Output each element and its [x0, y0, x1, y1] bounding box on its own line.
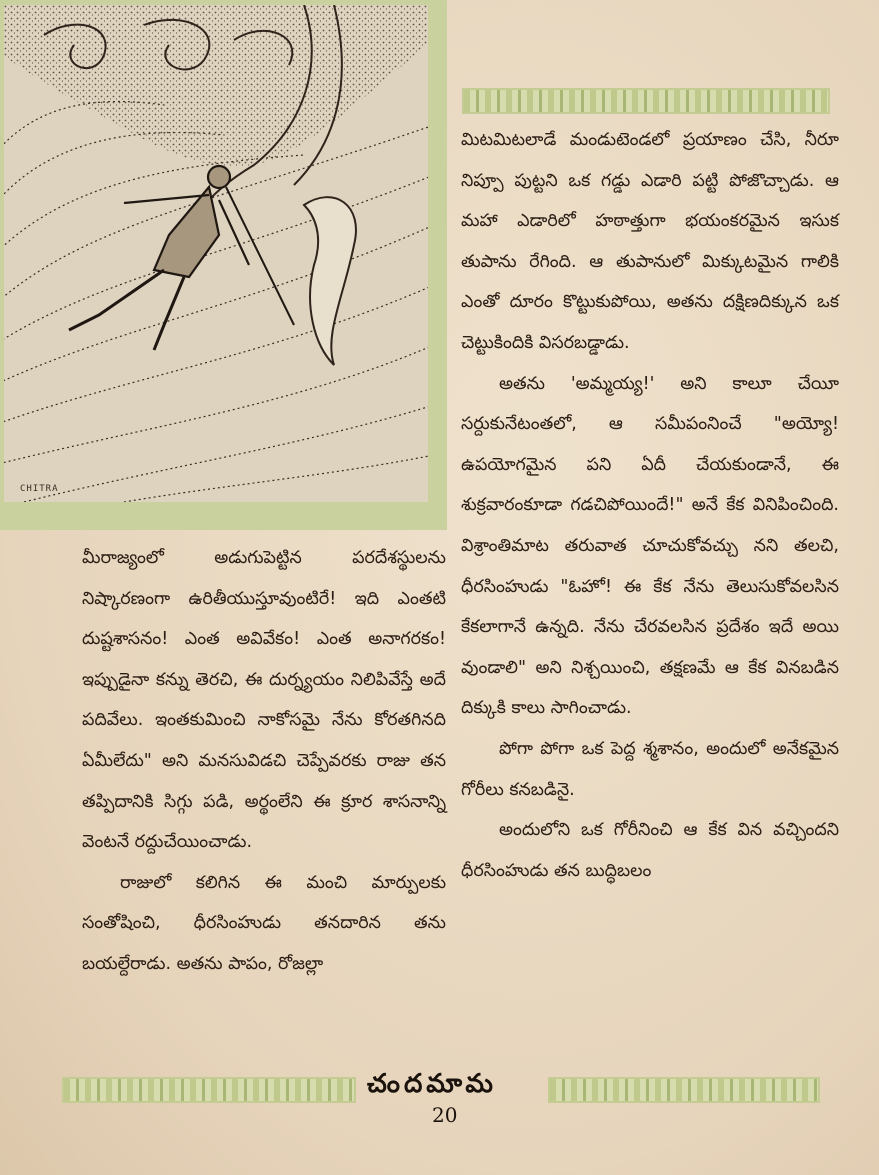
decorative-border-top — [462, 88, 830, 114]
decorative-border-bottom-right — [548, 1077, 820, 1103]
page-number: 20 — [432, 1103, 458, 1127]
illustration-sandstorm — [4, 5, 428, 502]
magazine-title: చందమామ — [367, 1069, 497, 1099]
artist-signature: CHITRA — [20, 484, 59, 494]
right-text-column — [461, 120, 839, 891]
body-paragraph: రాజులో కలిగిన ఈ మంచి మార్పులకు సంతోషించి, ధీరసింహుడు తనదారిన తను బయల్దేరాడు. అతను పాపం, రోజల్లా — [82, 872, 446, 974]
decorative-border-bottom-left — [62, 1077, 356, 1103]
body-paragraph: పోగా పోగా ఒక పెద్ద శ్మశానం, అందులో అనేకమైన గోరీలు కనబడినై. — [461, 738, 839, 800]
body-paragraph: మిటమిటలాడే మండుటెండలో ప్రయాణం చేసి, నీరూ నిప్పూ పుట్టని ఒక గడ్డు ఎడారి పట్టి పోజొచ్చాడు. ఆ మహా ఎడారిలో హఠాత్తుగా భయంకరమైన ఇసుక తుపాను రేగింది. ఆ తుపానులో మిక్కుటమైన గాలికి ఎంతో దూరం కొట్టుకుపోయి, అతను దక్షిణదిక్కున ఒక చెట్టుకిందికి విసరబడ్డాడు. — [461, 130, 839, 353]
illustration-frame — [0, 0, 447, 530]
body-paragraph: మీరాజ్యంలో అడుగుపెట్టిన పరదేశస్థులను నిష్కారణంగా ఉరితీయుస్తూవుంటిరే! ఇది ఎంతటి దుష్టశాసనం! ఎంత అవివేకం! ఎంత అనాగరకం! ఇప్పుడైనా కన్ను తెరచి, ఈ దుర్న్యయం నిలిపివేస్తే అదే పదివేలు. ఇంతకుమించి నాకోసమై నేను కోరతగినది ఏమీలేదు" అని మనసువిడచి చెప్పేవరకు రాజు తన తప్పిదానికి సిగ్గు పడి, అర్థంలేని ఈ క్రూర శాసనాన్ని వెంటనే రద్దుచేయించాడు. — [82, 548, 446, 853]
body-paragraph: అందులోని ఒక గోరీనించి ఆ కేక విన వచ్చిందని ధీరసింహుడు తన బుద్ధిబలం — [461, 820, 839, 881]
sandstorm-drawing — [4, 5, 428, 502]
left-text-column — [82, 538, 446, 985]
body-paragraph: అతను 'అమ్మయ్య!' అని కాలూ చేయీ సర్దుకునేటంతలో, ఆ సమీపంనించే "అయ్యో! ఉపయోగమైన పని ఏదీ చేయకుండానే, ఈ శుక్రవారంకూడా గడచిపోయిందే!" అనే కేక వినిపించింది. విశ్రాంతిమాట తరువాత చూచుకోవచ్చు నని తలచి, ధీరసింహుడు "ఓహో! ఈ కేక నేను తెలుసుకోవలసిన కేకలాగానే ఉన్నది. నేను చేరవలసిన ప్రదేశం ఇదే అయి వుండాలి" అని నిశ్చయించి, తక్షణమే ఆ కేక వినబడిన దిక్కుకి కాలు సాగించాడు. — [461, 373, 839, 719]
